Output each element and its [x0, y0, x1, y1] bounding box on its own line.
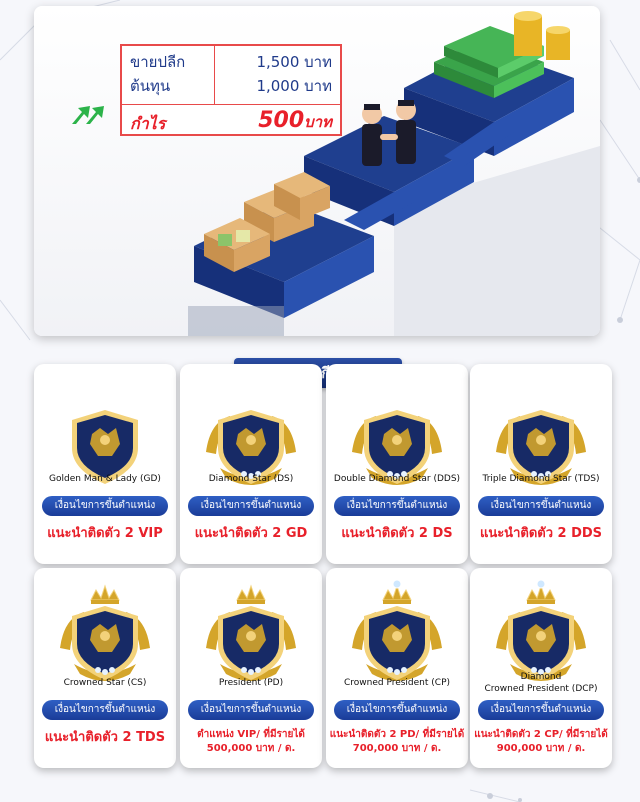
rank-badge-icon: [470, 382, 612, 502]
divider: [214, 46, 215, 104]
retail-price-value: 1,500 บาท: [256, 53, 332, 71]
condition-label: เงื่อนไขการขึ้นตำแหน่ง: [42, 496, 168, 516]
rank-name: Diamond Star (DS): [208, 474, 294, 484]
price-breakdown-box: [120, 44, 342, 136]
rank-badge-icon: [180, 382, 322, 502]
rank-name: President (PD): [218, 678, 284, 688]
condition-label: เงื่อนไขการขึ้นตำแหน่ง: [188, 496, 314, 516]
rank-name: Golden Man & Lady (GD): [49, 474, 161, 484]
rank-requirement: แนะนำติดตัว 2 GD: [194, 526, 308, 541]
rank-card: [180, 364, 322, 564]
rank-card: [34, 568, 176, 768]
condition-label: เงื่อนไขการขึ้นตำแหน่ง: [42, 700, 168, 720]
retail-price-label: ขายปลีก: [130, 53, 186, 71]
condition-label: เงื่อนไขการขึ้นตำแหน่ง: [478, 496, 604, 516]
condition-label: เงื่อนไขการขึ้นตำแหน่ง: [478, 700, 604, 720]
rank-card: [326, 568, 468, 768]
rank-requirement-income: 700,000 บาท / ด.: [352, 743, 442, 754]
rank-name: Triple Diamond Star (TDS): [482, 474, 600, 484]
divider: [122, 104, 340, 105]
condition-label: เงื่อนไขการขึ้นตำแหน่ง: [188, 700, 314, 720]
rank-badge-icon: [34, 382, 176, 502]
profit-label: กำไร: [130, 114, 166, 133]
rank-requirement: แนะนำติดตัว 2 PD/ ที่มีรายได้: [329, 729, 465, 740]
rank-requirement: แนะนำติดตัว 2 VIP: [47, 526, 163, 541]
rank-requirement: แนะนำติดตัว 2 DS: [341, 526, 453, 541]
rank-requirement-income: 500,000 บาท / ด.: [206, 743, 296, 754]
rank-requirement: แนะนำติดตัว 2 DDS: [479, 526, 603, 541]
rank-name: Crowned President (CP): [343, 678, 451, 688]
profit-illustration-card: [34, 6, 600, 336]
profit-number: 500: [258, 108, 305, 133]
rank-requirement: แนะนำติดตัว 2 CP/ ที่มีรายได้: [474, 729, 608, 740]
cost-label: ต้นทุน: [130, 77, 171, 95]
condition-label: เงื่อนไขการขึ้นตำแหน่ง: [334, 700, 460, 720]
rank-card: [34, 364, 176, 564]
rank-name: Crowned President (DCP): [484, 684, 598, 694]
rank-requirement-income: 900,000 บาท / ด.: [496, 743, 586, 754]
rank-badge-icon: [326, 382, 468, 502]
condition-label: เงื่อนไขการขึ้นตำแหน่ง: [334, 496, 460, 516]
cost-value: 1,000 บาท: [256, 77, 332, 95]
profit-unit: บาท: [304, 113, 332, 131]
rank-card: [470, 568, 612, 768]
rank-card: [470, 364, 612, 564]
rank-requirement: แนะนำติดตัว 2 TDS: [44, 730, 166, 745]
rank-name: Diamond: [520, 672, 562, 682]
rank-requirement: ตำแหน่ง VIP/ ที่มีรายได้: [197, 729, 305, 740]
rank-card: [326, 364, 468, 564]
profit-value: [258, 108, 332, 134]
rank-name: Double Diamond Star (DDS): [333, 474, 461, 484]
growth-arrows-icon: [72, 102, 114, 124]
rank-name: Crowned Star (CS): [63, 678, 147, 688]
rank-card: [180, 568, 322, 768]
